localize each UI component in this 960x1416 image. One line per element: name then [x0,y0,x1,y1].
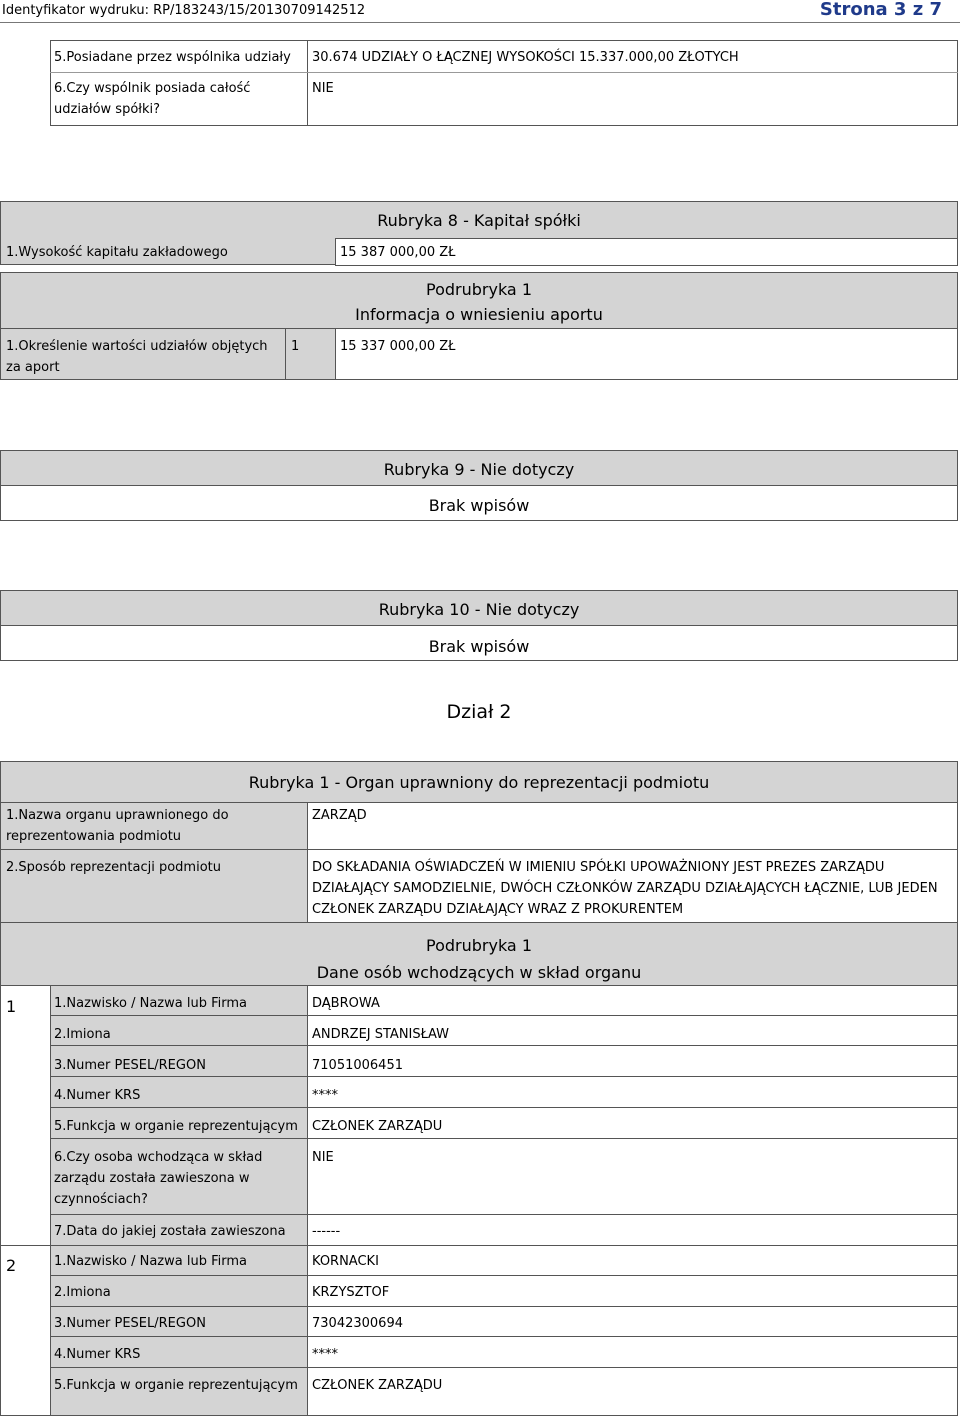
rubryka-1-title: Rubryka 1 - Organ uprawniony do reprezentacji podmiotu [248,773,710,792]
rubryka-10-title: Rubryka 10 - Nie dotyczy [378,600,580,619]
person-row-value-cell [307,1306,958,1337]
aport-index: 1 [291,339,300,354]
person-1-krs-label: 4.Numer KRS [54,1088,141,1103]
person-1-firstnames-value: ANDRZEJ STANISŁAW [312,1027,449,1042]
shareholder-all-shares-value: NIE [312,81,334,96]
shareholder-shares-label: 5.Posiadane przez wspólnika udziały [54,50,291,65]
organ-name-label: 1.Nazwa organu uprawnionego do reprezentowania podmiotu [6,808,229,844]
person-row-value-cell [307,1275,958,1307]
podrubryka-aport-subtitle: Informacja o wniesieniu aportu [355,305,603,324]
person-1-suspended-label: 6.Czy osoba wchodząca w skład zarządu została zawieszona w czynnościach? [54,1150,263,1207]
person-1-pesel-value: 71051006451 [312,1058,403,1073]
shareholder-shares-value: 30.674 UDZIAŁY O ŁĄCZNEJ WYSOKOŚCI 15.337.000,00 ZŁOTYCH [312,50,739,65]
person-1-pesel-label: 3.Numer PESEL/REGON [54,1058,206,1073]
person-row-value-cell [307,1336,958,1368]
rubryka-10-status: Brak wpisów [428,637,530,656]
podrubryka-aport-title: Podrubryka 1 [426,280,532,299]
person-2-index: 2 [6,1256,17,1275]
person-2-krs-label: 4.Numer KRS [54,1347,141,1362]
person-row-value-cell [307,1076,958,1108]
podrubryka-persons-subtitle: Dane osób wchodzących w skład organu [316,963,642,982]
organ-name-value: ZARZĄD [312,808,367,823]
person-1-function-label: 5.Funkcja w organie reprezentującym [54,1119,298,1134]
person-1-firstnames-label: 2.Imiona [54,1027,111,1042]
organ-name-value-cell [307,802,958,850]
person-row-value-cell [307,1245,958,1276]
aport-value: 15 337 000,00 ZŁ [340,339,456,354]
person-row-value-cell [307,1138,958,1215]
representation-value: DO SKŁADANIA OŚWIADCZEŃ W IMIENIU SPÓŁKI UPOWAŻNIONY JEST PREZES ZARZĄDU DZIAŁAJĄCY SAMODZIELNIE, DWÓCH CZŁONKÓW ZARZĄDU DZIAŁAJĄCYCH ŁĄCZNIE, LUB JEDEN CZŁONEK ZARZĄDU DZIAŁAJĄCY WRAZ Z PROKURENTEM [312,860,938,917]
aport-label: 1.Określenie wartości udziałów objętych za aport [6,339,268,375]
person-1-index-cell [0,985,51,1246]
capital-label: 1.Wysokość kapitału zakładowego [6,245,228,260]
person-row-value-cell [307,985,958,1016]
person-2-firstnames-value: KRZYSZTOF [312,1285,390,1300]
rubryka-9-title: Rubryka 9 - Nie dotyczy [383,460,575,479]
capital-value: 15 387 000,00 ZŁ [340,245,456,260]
rubryka-9-status: Brak wpisów [428,496,530,515]
podrubryka-persons-title: Podrubryka 1 [426,936,532,955]
person-2-krs-value: **** [312,1347,338,1362]
person-1-function-value: CZŁONEK ZARZĄDU [312,1119,443,1134]
person-1-surname-label: 1.Nazwisko / Nazwa lub Firma [54,996,247,1011]
person-row-value-cell [307,1045,958,1077]
person-1-krs-value: **** [312,1088,338,1103]
person-1-suspension-date-label: 7.Data do jakiej została zawieszona [54,1224,286,1239]
person-1-index: 1 [6,997,17,1016]
person-2-pesel-label: 3.Numer PESEL/REGON [54,1316,206,1331]
shareholder-all-shares-label: 6.Czy wspólnik posiada całość udziałów spółki? [54,81,251,117]
representation-label: 2.Sposób reprezentacji podmiotu [6,860,221,875]
person-2-function-label: 5.Funkcja w organie reprezentującym [54,1378,298,1393]
header-divider [0,22,960,23]
person-2-function-value: CZŁONEK ZARZĄDU [312,1378,443,1393]
person-1-suspended-value: NIE [312,1150,334,1165]
person-2-surname-value: KORNACKI [312,1254,379,1269]
page-number: Strona 3 z 7 [819,0,942,20]
row-divider [50,72,958,73]
rubryka-8-title: Rubryka 8 - Kapitał spółki [377,211,581,230]
person-2-surname-label: 1.Nazwisko / Nazwa lub Firma [54,1254,247,1269]
person-row-value-cell [307,1214,958,1246]
person-1-surname-value: DĄBROWA [312,996,380,1011]
person-1-suspension-date-value: ------ [312,1224,341,1239]
print-identifier: Identyfikator wydruku: RP/183243/15/20130709142512 [2,3,366,18]
person-2-pesel-value: 73042300694 [312,1316,403,1331]
dzial-2-title: Dział 2 [446,701,512,723]
person-2-firstnames-label: 2.Imiona [54,1285,111,1300]
